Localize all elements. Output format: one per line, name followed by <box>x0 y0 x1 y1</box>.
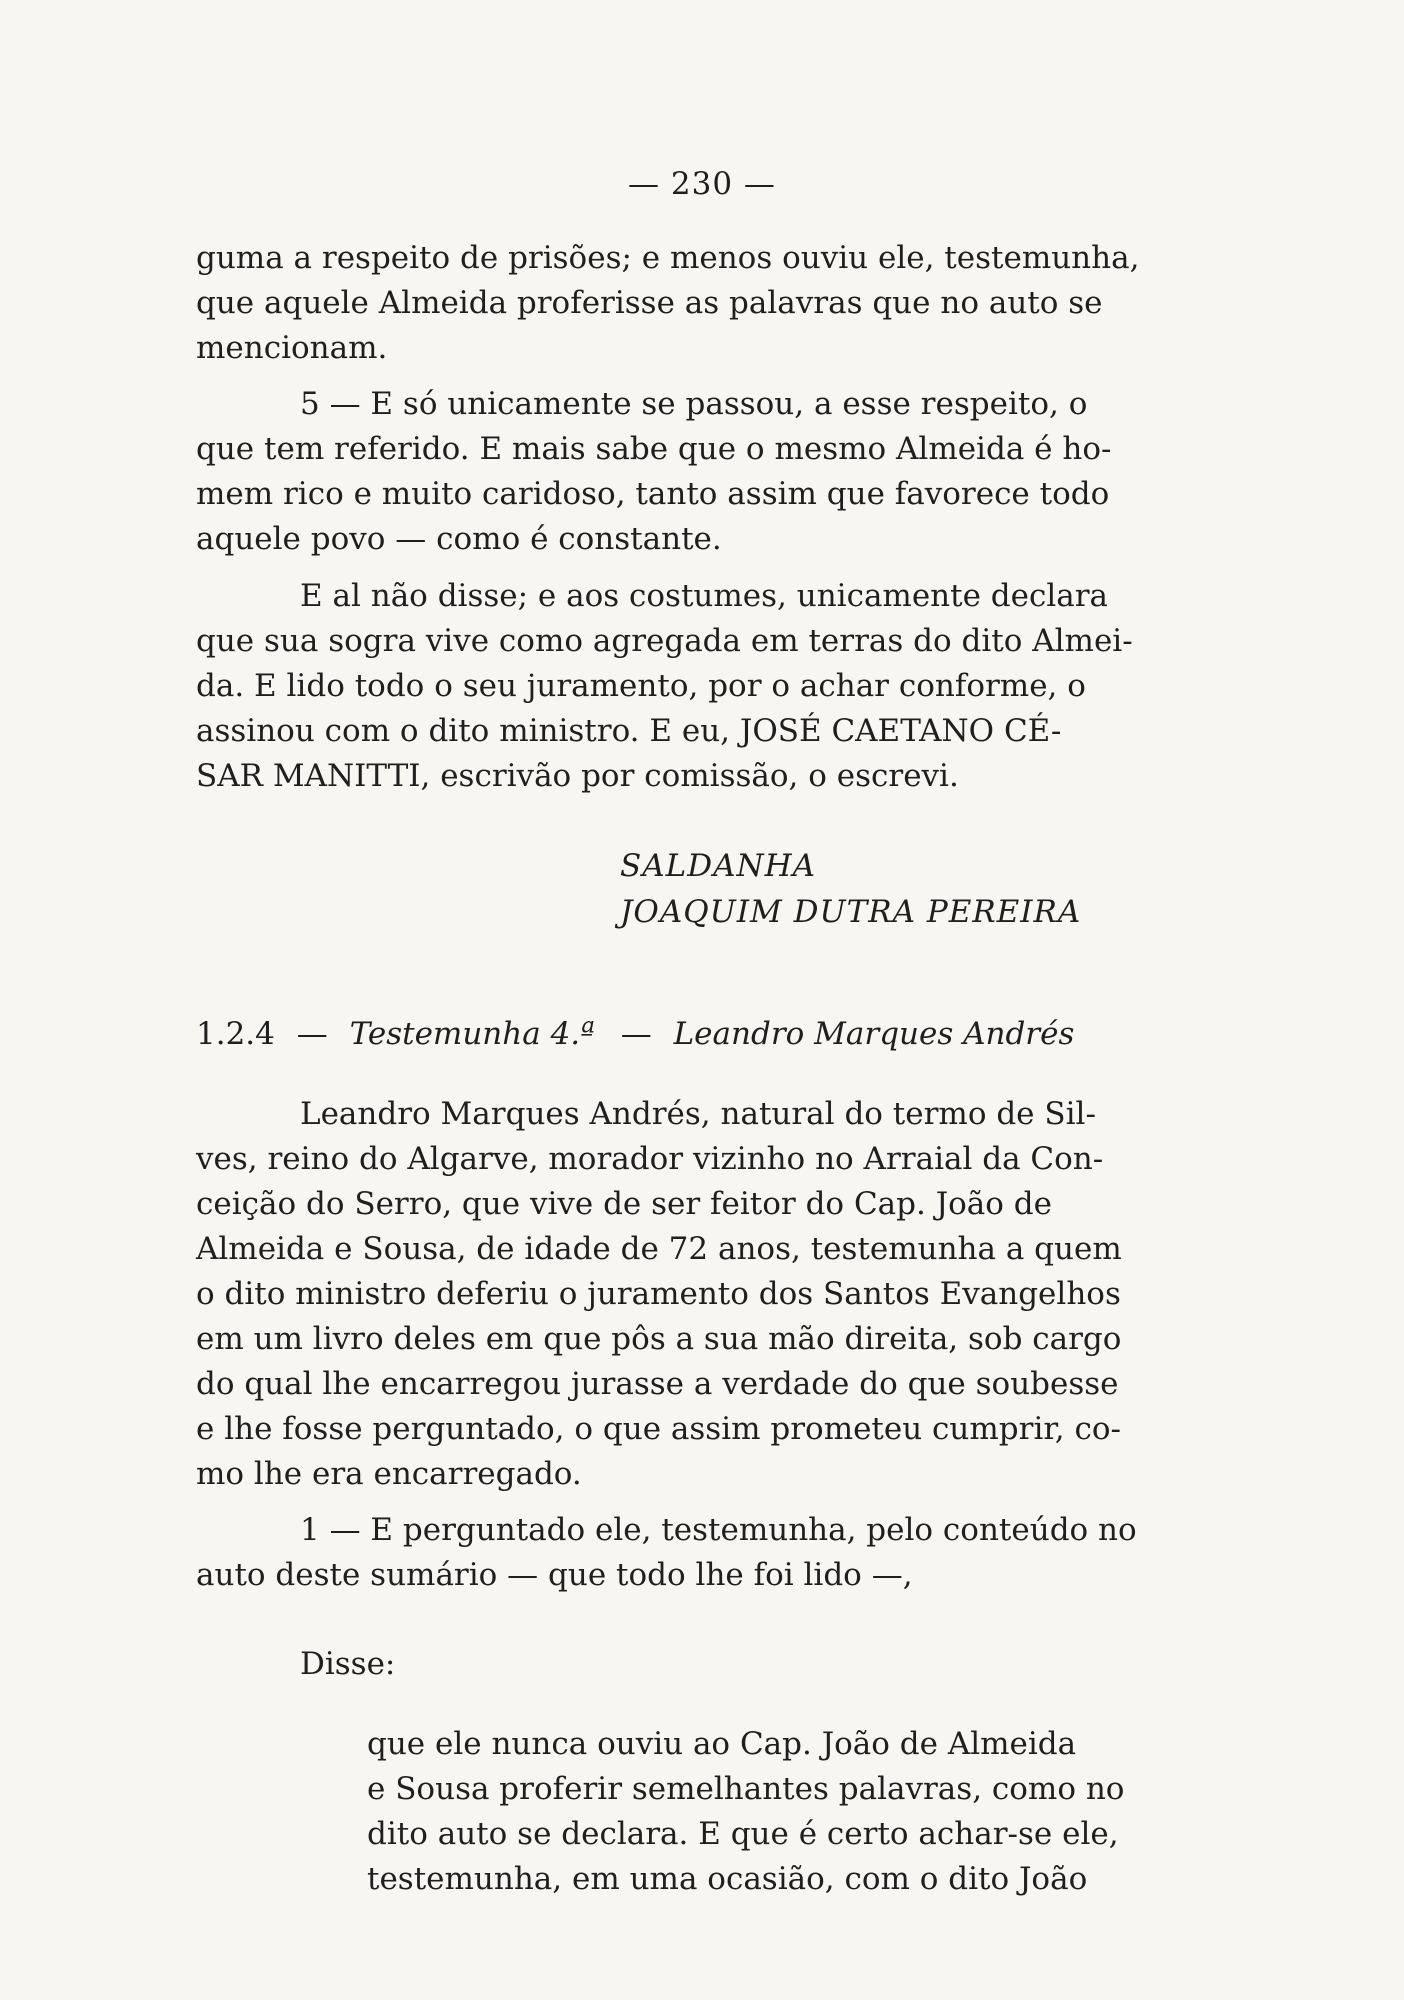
text-line: SAR MANITTI, escrivão por comissão, o escrevi. <box>196 758 959 794</box>
section-witness-name: Leandro Marques Andrés <box>673 1016 1075 1052</box>
intro-paragraph <box>196 1092 1206 1497</box>
text-line: do qual lhe encarregou jurasse a verdade do que soubesse <box>196 1366 1119 1402</box>
text-line: ves, reino do Algarve, morador vizinho no Arraial da Con- <box>196 1141 1104 1177</box>
text-line: 1 — E perguntado ele, testemunha, pelo conteúdo no <box>300 1512 1137 1548</box>
text-line: testemunha, em uma ocasião, com o dito João <box>367 1861 1088 1897</box>
text-line: Almeida e Sousa, de idade de 72 anos, testemunha a quem <box>196 1231 1122 1267</box>
text-line: em um livro deles em que pôs a sua mão direita, sob cargo <box>196 1321 1122 1357</box>
text-line: e lhe fosse perguntado, o que assim prometeu cumprir, co- <box>196 1411 1121 1447</box>
top-paragraph <box>196 236 1206 371</box>
text-line: que ele nunca ouviu ao Cap. João de Almeida <box>367 1726 1077 1762</box>
section-number: 1.2.4 <box>196 1016 275 1052</box>
text-line: que tem referido. E mais sabe que o mesmo Almeida é ho- <box>196 431 1112 467</box>
text-line: assinou com o dito ministro. E eu, JOSÉ CAETANO CÉ- <box>196 713 1062 749</box>
text-line: o dito ministro deferiu o juramento dos Santos Evangelhos <box>196 1276 1121 1312</box>
text-line: guma a respeito de prisões; e menos ouviu ele, testemunha, <box>196 240 1140 276</box>
text-line: que aquele Almeida proferisse as palavras que no auto se <box>196 285 1103 321</box>
signature-saldanha: SALDANHA <box>620 848 816 884</box>
text-line: mencionam. <box>196 330 388 366</box>
question-1 <box>196 1508 1206 1598</box>
section-dash: — <box>296 1016 328 1052</box>
text-line: da. E lido todo o seu juramento, por o achar conforme, o <box>196 668 1086 704</box>
text-line: e Sousa proferir semelhantes palavras, como no <box>367 1771 1125 1807</box>
disse-label: Disse: <box>300 1646 396 1682</box>
text-line: Leandro Marques Andrés, natural do termo de Sil- <box>300 1096 1096 1132</box>
text-line: que sua sogra vive como agregada em terras do dito Almei- <box>196 623 1133 659</box>
text-line: E al não disse; e aos costumes, unicamente declara <box>300 578 1109 614</box>
text-line: mo lhe era encarregado. <box>196 1456 582 1492</box>
text-line: 5 — E só unicamente se passou, a esse respeito, o <box>300 386 1088 422</box>
signature-joaquim-dutra-pereira: JOAQUIM DUTRA PEREIRA <box>620 894 1082 930</box>
section-dash: — <box>620 1016 652 1052</box>
page-number: — 230 — <box>628 166 776 202</box>
text-line: auto deste sumário — que todo lhe foi lido —, <box>196 1557 913 1593</box>
section-heading <box>196 1012 1206 1057</box>
closing-paragraph <box>196 574 1206 799</box>
text-line: aquele povo — como é constante. <box>196 521 722 557</box>
section-label: Testemunha 4.ª <box>349 1016 595 1052</box>
text-line: ceição do Serro, que vive de ser feitor do Cap. João de <box>196 1186 1052 1222</box>
text-line: mem rico e muito caridoso, tanto assim que favorece todo <box>196 476 1110 512</box>
text-line: dito auto se declara. E que é certo achar-se ele, <box>367 1816 1119 1852</box>
paragraph-item-5 <box>196 382 1206 562</box>
answer-paragraph <box>367 1722 1205 1902</box>
